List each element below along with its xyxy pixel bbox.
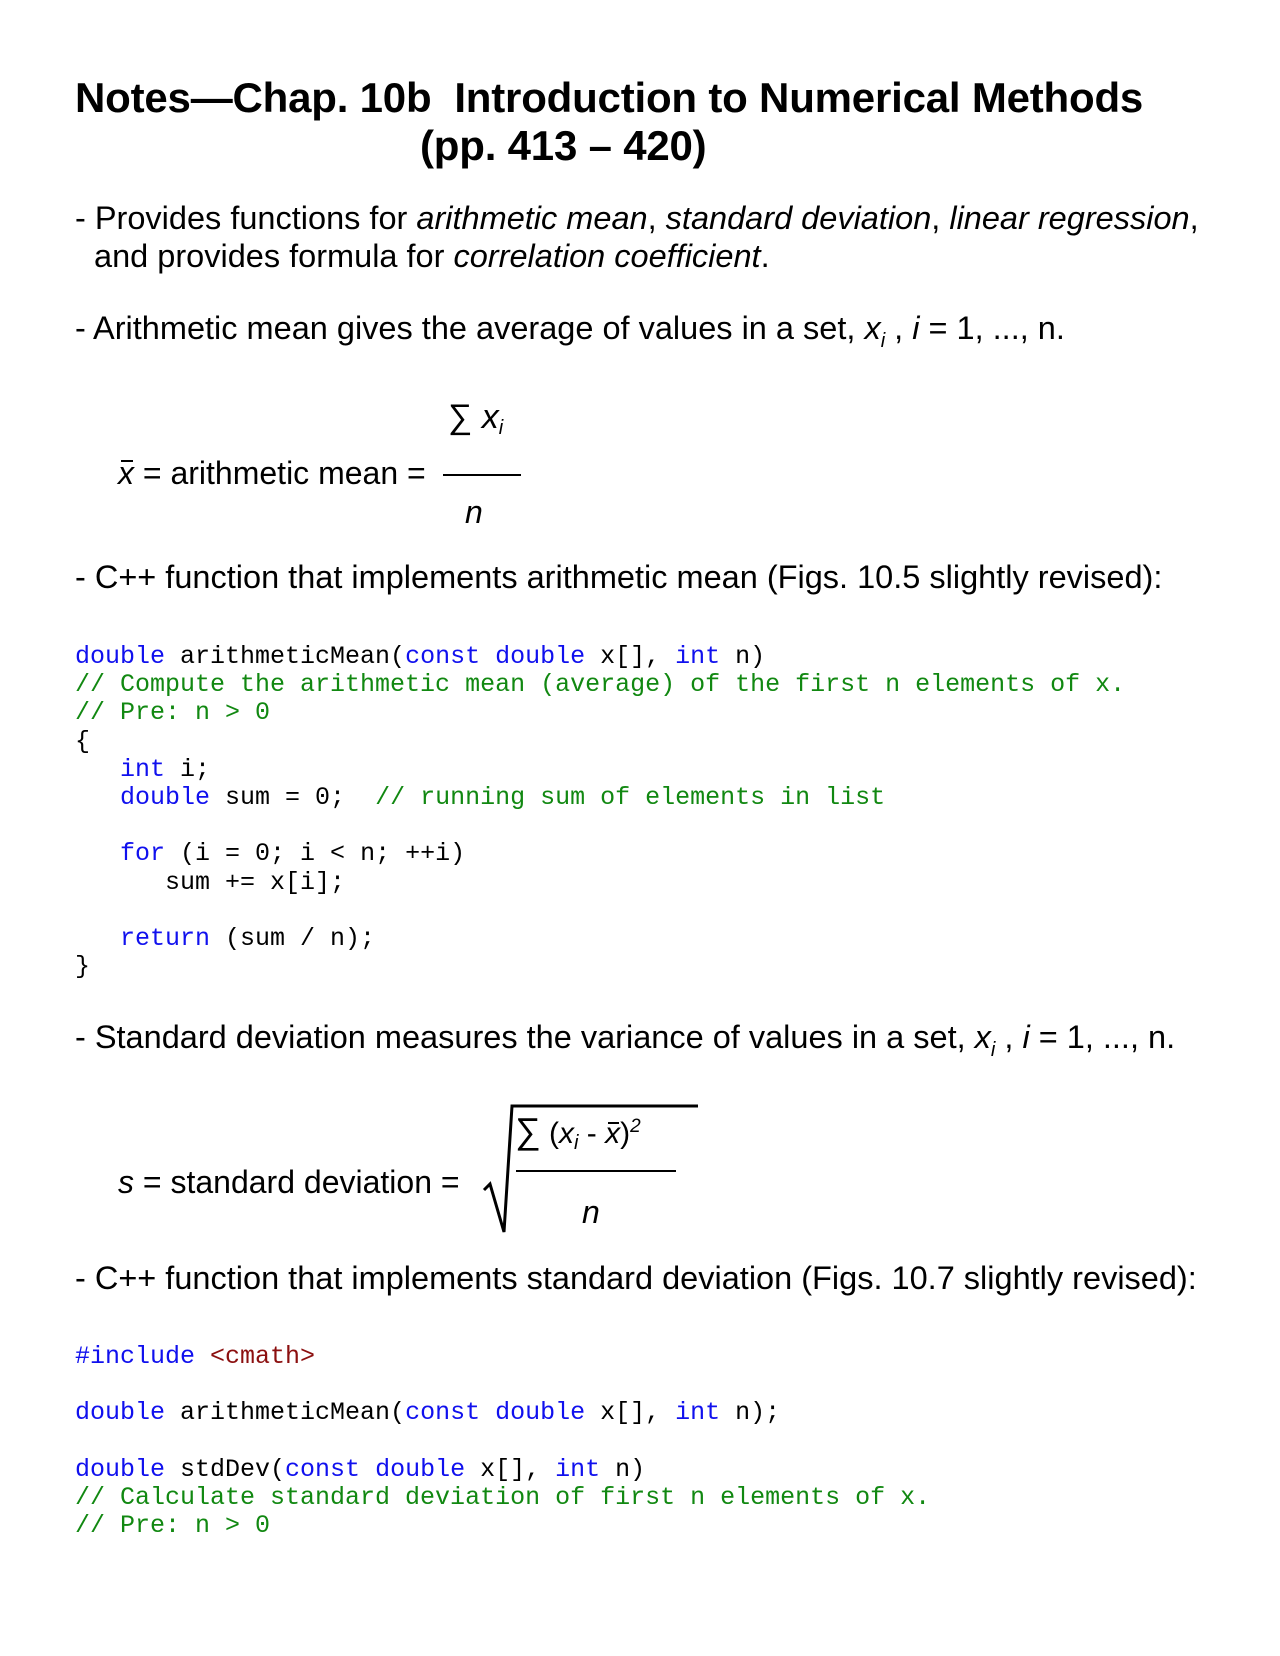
mean-formula-x: x	[481, 398, 499, 436]
code-text: arithmeticMean(	[165, 642, 406, 671]
intro-line2-prefix: and provides formula for	[94, 238, 454, 274]
sd-fraction-bar	[516, 1170, 676, 1172]
sd-formula-numerator	[515, 1110, 641, 1152]
code-text: i;	[165, 754, 211, 784]
mean-code-block	[75, 643, 1125, 981]
sd-formula-denominator: n	[582, 1194, 600, 1230]
sd-description	[75, 1018, 1175, 1061]
code-keyword: double	[75, 642, 166, 671]
code-text	[480, 642, 495, 671]
intro-sep-3: ,	[1189, 200, 1199, 236]
mean-desc-i: i	[912, 310, 920, 346]
code-indent	[75, 755, 120, 784]
intro-sep-2: ,	[931, 200, 950, 236]
sigma-icon: ∑	[515, 1110, 541, 1151]
code-comment: // Pre: n > 0	[75, 698, 271, 728]
code-keyword: const	[405, 642, 481, 671]
sigma-icon: ∑	[448, 398, 473, 436]
code-include-header: <cmath>	[210, 1342, 316, 1371]
sd-close-paren: )	[620, 1117, 631, 1150]
mean-desc-sub: i	[880, 330, 886, 352]
code-text: n)	[600, 1454, 646, 1484]
mean-formula-sub: i	[498, 417, 504, 439]
sd-desc-i: i	[1022, 1019, 1030, 1055]
sd-code-block	[75, 1343, 930, 1540]
code-keyword: int	[555, 1454, 601, 1484]
mean-desc-comma: ,	[885, 310, 913, 346]
code-keyword: int	[675, 1398, 721, 1428]
code-indent	[75, 839, 120, 868]
sd-formula-xbar: x	[605, 1117, 621, 1150]
code-text: sum += x[i];	[75, 867, 346, 897]
term-standard-deviation: standard deviation	[665, 200, 932, 236]
code-indent	[75, 783, 120, 812]
mean-fraction-bar	[443, 474, 521, 476]
code-comment: // Calculate standard deviation of first n elements of x.	[75, 1483, 931, 1513]
sd-formula-x: x	[559, 1117, 575, 1150]
code-text	[480, 1398, 495, 1427]
mean-formula-label: = arithmetic mean =	[142, 455, 426, 491]
intro-paragraph	[75, 199, 1199, 275]
mean-desc-suffix: = 1, ..., n.	[919, 310, 1065, 346]
sd-formula-sub: i	[574, 1132, 579, 1154]
code-text	[360, 1455, 375, 1484]
code-text: }	[75, 952, 91, 982]
code-text: n)	[720, 642, 766, 671]
code-indent	[75, 924, 120, 953]
mean-desc-x: x	[864, 310, 881, 346]
code-text	[195, 1342, 210, 1371]
sd-open-paren: (	[549, 1117, 560, 1150]
code-keyword: double	[75, 1454, 166, 1484]
mean-formula-xbar: x	[118, 455, 134, 491]
code-text: (i = 0; i < n; ++i)	[165, 839, 466, 869]
code-comment: // running sum of elements in list	[375, 783, 886, 813]
code-comment: // Compute the arithmetic mean (average) of the first n elements of x.	[75, 670, 1126, 700]
code-keyword: #include	[75, 1342, 196, 1371]
code-text: x[],	[585, 1398, 676, 1428]
page-title	[75, 74, 1185, 170]
code-text: x[],	[465, 1454, 556, 1484]
intro-line-2	[75, 237, 1199, 275]
code-text: arithmeticMean(	[165, 1398, 406, 1428]
code-text: n);	[720, 1398, 781, 1428]
title-line-1: Notes—Chap. 10b Introduction to Numerical Methods	[75, 74, 1144, 121]
sd-desc-prefix: - Standard deviation measures the variance of values in a set,	[75, 1019, 975, 1055]
mean-description	[75, 309, 1065, 352]
sd-formula-lhs	[118, 1164, 460, 1201]
sd-desc-suffix: = 1, ..., n.	[1029, 1019, 1176, 1055]
code-keyword: const	[405, 1398, 481, 1428]
term-arithmetic-mean: arithmetic mean	[416, 200, 648, 236]
code-keyword: int	[120, 754, 166, 784]
code-text: (sum / n);	[210, 924, 376, 954]
code-text: x[],	[585, 642, 676, 671]
sd-minus: -	[578, 1117, 606, 1150]
code-keyword: double	[120, 783, 211, 813]
code-text: stdDev(	[165, 1454, 286, 1484]
code-keyword: int	[675, 642, 721, 671]
sd-formula-s: s	[118, 1164, 134, 1200]
mean-formula-numerator	[448, 398, 503, 437]
sd-code-heading: - C++ function that implements standard deviation (Figs. 10.7 slightly revised):	[75, 1260, 1197, 1296]
code-keyword: double	[495, 642, 586, 671]
intro-line2-end: .	[760, 238, 770, 274]
title-line-2: (pp. 413 – 420)	[420, 122, 707, 169]
intro-sep-1: ,	[647, 200, 666, 236]
mean-desc-prefix: - Arithmetic mean gives the average of values in a set,	[75, 310, 865, 346]
code-keyword: const	[285, 1454, 361, 1484]
sd-desc-x: x	[974, 1019, 991, 1055]
code-comment: // Pre: n > 0	[75, 1511, 271, 1541]
code-text: sum = 0;	[210, 783, 376, 813]
sd-desc-comma: ,	[995, 1019, 1023, 1055]
term-linear-regression: linear regression	[949, 200, 1190, 236]
sd-desc-sub: i	[990, 1039, 996, 1061]
intro-prefix: - Provides functions for	[75, 200, 417, 236]
code-text: {	[75, 726, 91, 756]
sd-formula-square: 2	[630, 1116, 641, 1137]
mean-code-heading: - C++ function that implements arithmetic mean (Figs. 10.5 slightly revised):	[75, 559, 1163, 595]
code-keyword: for	[120, 839, 166, 869]
code-keyword: double	[375, 1454, 466, 1484]
mean-formula-denominator: n	[465, 494, 483, 530]
code-keyword: double	[495, 1398, 586, 1428]
code-keyword: double	[75, 1398, 166, 1428]
term-correlation-coefficient: correlation coefficient	[453, 238, 761, 274]
code-keyword: return	[120, 924, 211, 954]
sd-formula-label: = standard deviation =	[142, 1164, 460, 1200]
mean-formula-lhs	[118, 455, 426, 492]
